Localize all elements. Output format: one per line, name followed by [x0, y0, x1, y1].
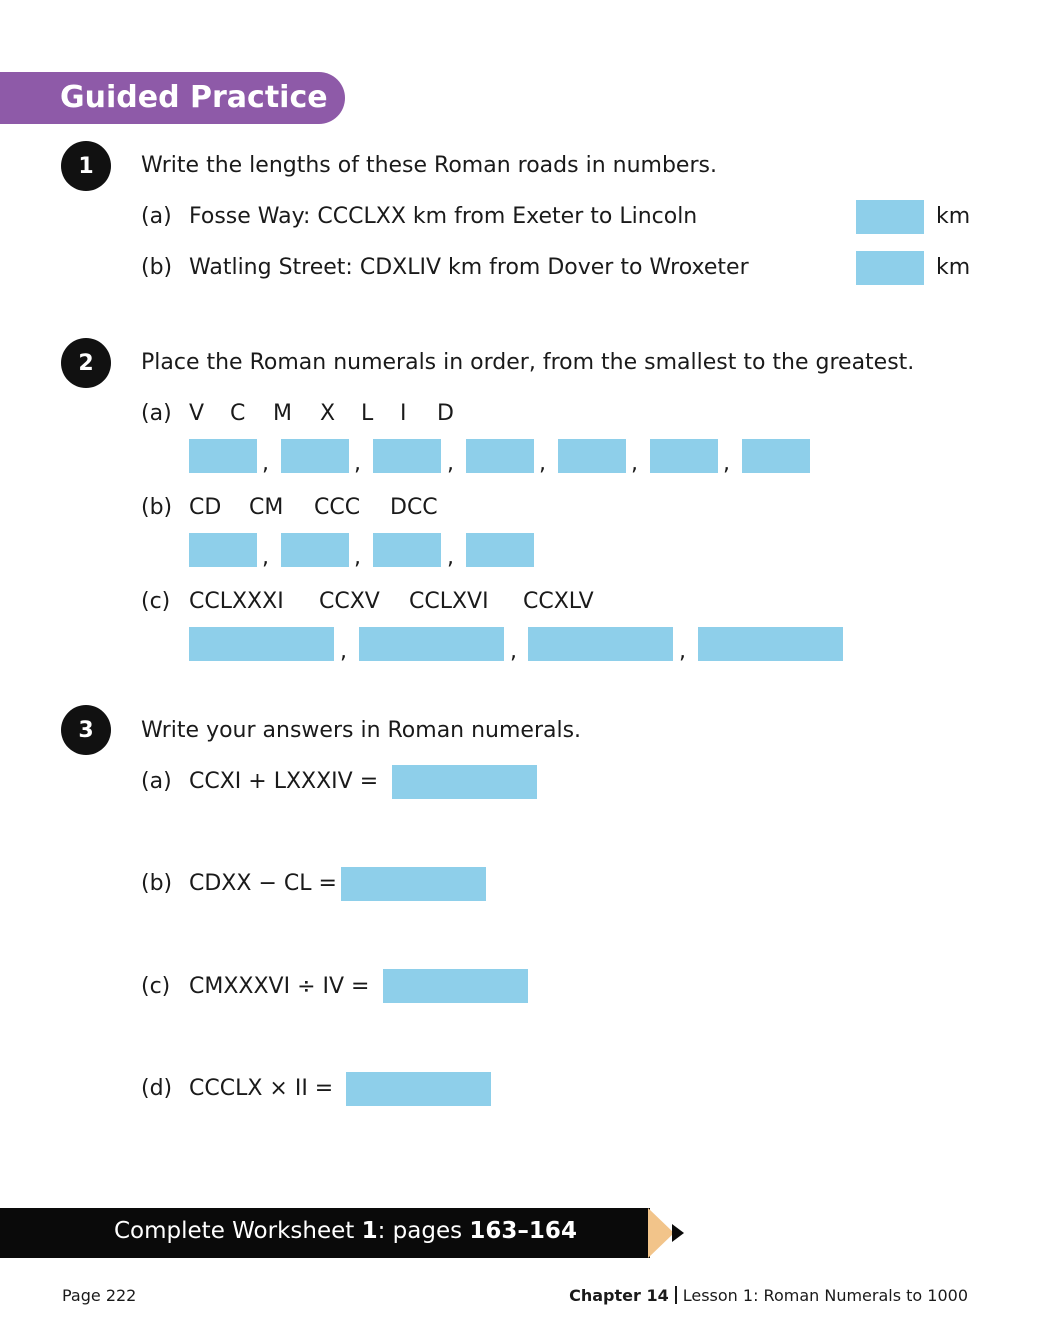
q2c-answer-box[interactable] — [528, 627, 673, 661]
comma: , — [510, 639, 517, 664]
q1a-label: (a) — [141, 204, 172, 229]
q2c-item: CCXV — [319, 589, 380, 614]
q2c-item: CCLXXXI — [189, 589, 284, 614]
q3c-label: (c) — [141, 974, 171, 999]
q2a-answer-box[interactable] — [650, 439, 718, 473]
q3a-answer-box[interactable] — [392, 765, 537, 799]
comma: , — [262, 451, 269, 476]
section-title: Guided Practice — [60, 80, 328, 115]
q2b-item: DCC — [390, 495, 438, 520]
q3d-expression: CCCLX × II = — [189, 1076, 334, 1101]
q3-prompt: Write your answers in Roman numerals. — [141, 718, 582, 743]
q2a-answer-box[interactable] — [466, 439, 534, 473]
q2c-answer-box[interactable] — [359, 627, 504, 661]
q2b-answer-box[interactable] — [189, 533, 257, 567]
comma: , — [354, 545, 361, 570]
q2a-item: I — [400, 401, 407, 426]
q1b-text: Watling Street: CDXLIV km from Dover to Wroxeter — [189, 255, 749, 280]
section-banner — [0, 72, 345, 124]
pencil-tip-icon — [648, 1208, 688, 1258]
q1b-answer-box[interactable] — [856, 251, 924, 285]
q3c-expression: CMXXXVI ÷ IV = — [189, 974, 370, 999]
chapter-lesson — [569, 1286, 968, 1305]
q3a-expression: CCXI + LXXXIV = — [189, 769, 379, 794]
page-number: Page 222 — [62, 1286, 137, 1305]
q2a-item: D — [437, 401, 454, 426]
worksheet-banner — [0, 1208, 650, 1258]
q2c-label: (c) — [141, 589, 171, 614]
q3d-label: (d) — [141, 1076, 173, 1101]
q3b-label: (b) — [141, 871, 173, 896]
question-number-3: 3 — [61, 705, 111, 755]
q2a-item: X — [320, 401, 336, 426]
q2c-item: CCLXVI — [409, 589, 489, 614]
q2b-answer-box[interactable] — [281, 533, 349, 567]
q2a-answer-box[interactable] — [281, 439, 349, 473]
comma: , — [723, 451, 730, 476]
q2b-answer-box[interactable] — [466, 533, 534, 567]
q2a-item: M — [273, 401, 292, 426]
comma: , — [447, 545, 454, 570]
q2a-label: (a) — [141, 401, 172, 426]
q1a-answer-box[interactable] — [856, 200, 924, 234]
q3b-expression: CDXX − CL = — [189, 871, 337, 896]
lesson-label: Lesson 1: Roman Numerals to 1000 — [682, 1286, 968, 1305]
comma: , — [679, 639, 686, 664]
question-number-1: 1 — [61, 141, 111, 191]
comma: , — [539, 451, 546, 476]
q1-prompt: Write the lengths of these Roman roads in numbers. — [141, 153, 717, 178]
q2b-item: CM — [249, 495, 284, 520]
q3b-answer-box[interactable] — [341, 867, 486, 901]
q2a-item: V — [189, 401, 205, 426]
q2b-item: CCC — [314, 495, 361, 520]
question-number-2: 2 — [61, 338, 111, 388]
q2b-label: (b) — [141, 495, 173, 520]
q2a-answer-box[interactable] — [373, 439, 441, 473]
comma: , — [354, 451, 361, 476]
q1a-text: Fosse Way: CCCLXX km from Exeter to Lincoln — [189, 204, 698, 229]
q3d-answer-box[interactable] — [346, 1072, 491, 1106]
q2c-item: CCXLV — [523, 589, 594, 614]
comma: , — [447, 451, 454, 476]
q2b-item: CD — [189, 495, 222, 520]
chapter-label: Chapter 14 — [569, 1286, 669, 1305]
q1b-unit: km — [936, 255, 971, 280]
q2a-answer-box[interactable] — [742, 439, 810, 473]
worksheet-instruction: Complete Worksheet 1: pages 163–164 — [114, 1218, 577, 1244]
q2a-answer-box[interactable] — [558, 439, 626, 473]
q2a-item: C — [230, 401, 246, 426]
comma: , — [340, 639, 347, 664]
q1a-unit: km — [936, 204, 971, 229]
comma: , — [631, 451, 638, 476]
q1b-label: (b) — [141, 255, 173, 280]
q2-prompt: Place the Roman numerals in order, from the smallest to the greatest. — [141, 350, 915, 375]
q2b-answer-box[interactable] — [373, 533, 441, 567]
comma: , — [262, 545, 269, 570]
q2c-answer-box[interactable] — [189, 627, 334, 661]
divider — [675, 1286, 677, 1304]
q2a-answer-box[interactable] — [189, 439, 257, 473]
q2c-answer-box[interactable] — [698, 627, 843, 661]
q2a-item: L — [361, 401, 374, 426]
q3c-answer-box[interactable] — [383, 969, 528, 1003]
q3a-label: (a) — [141, 769, 172, 794]
